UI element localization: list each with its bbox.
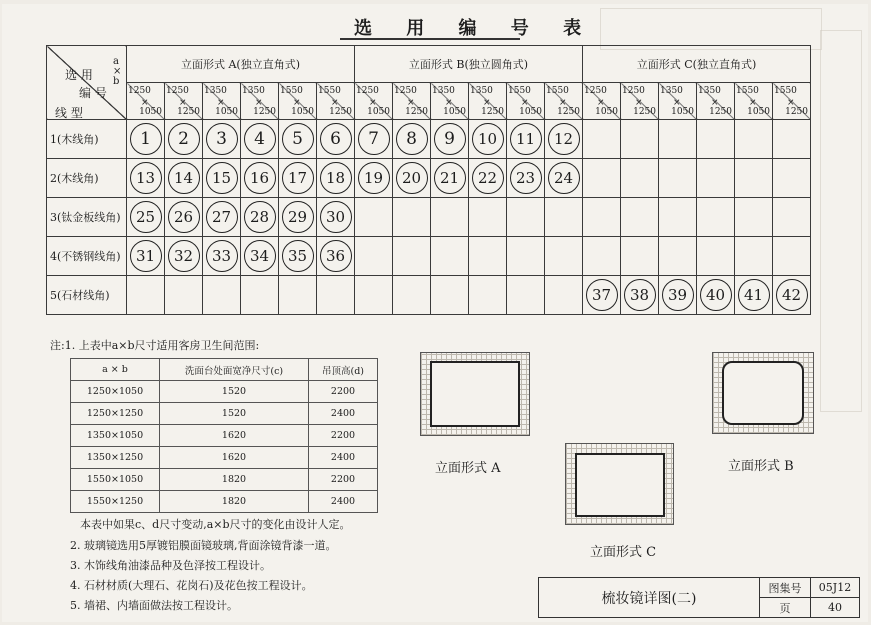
circled-number: 4: [244, 123, 276, 155]
circled-number: 20: [396, 162, 428, 194]
dimension-header: 1550 × 1050: [279, 83, 317, 120]
selection-cell: [621, 159, 659, 198]
selection-cell: [621, 198, 659, 237]
dimension-header: 1250 × 1050: [355, 83, 393, 120]
dimension-header: 1350 × 1250: [469, 83, 507, 120]
selection-cell: [583, 198, 621, 237]
corner-label: 选 用: [65, 68, 93, 82]
circled-number: 38: [624, 279, 656, 311]
dimension-header: 1250 × 1050: [127, 83, 165, 120]
circled-number: 36: [320, 240, 352, 272]
circled-number: 42: [776, 279, 808, 311]
circled-number: 9: [434, 123, 466, 155]
selection-cell: [393, 237, 431, 276]
circled-number: 7: [358, 123, 390, 155]
note-3: 3. 木饰线角油漆品种及色泽按工程设计。: [70, 559, 271, 572]
circled-number: 23: [510, 162, 542, 194]
elevation-b-caption: 立面形式 B: [728, 459, 794, 474]
page-label: 页: [760, 598, 811, 618]
circled-number: 30: [320, 201, 352, 233]
circled-number: 33: [206, 240, 238, 272]
selection-cell: [697, 120, 735, 159]
selection-cell: [545, 237, 583, 276]
bleed-through-column: [820, 30, 862, 412]
note-2: 2. 玻璃镜选用5厚镀铝膜面镜玻璃,背面涂镜背漆一道。: [70, 539, 337, 552]
selection-cell: [203, 276, 241, 315]
circled-number: 29: [282, 201, 314, 233]
selection-cell: [165, 159, 203, 198]
selection-cell: [279, 198, 317, 237]
selection-cell: [279, 159, 317, 198]
dimension-header: 1250 × 1250: [165, 83, 203, 120]
selection-cell: [355, 198, 393, 237]
selection-cell: [773, 198, 811, 237]
selection-cell: [279, 276, 317, 315]
circled-number: 28: [244, 201, 276, 233]
selection-cell: [507, 198, 545, 237]
circled-number: 22: [472, 162, 504, 194]
selection-cell: [659, 237, 697, 276]
circled-number: 10: [472, 123, 504, 155]
selection-cell: [735, 159, 773, 198]
circled-number: 13: [130, 162, 162, 194]
selection-cell: [583, 276, 621, 315]
size-table-cell: 1550×1250: [71, 491, 160, 513]
selection-cell: [507, 159, 545, 198]
selection-cell: [165, 198, 203, 237]
selection-cell: [127, 120, 165, 159]
size-table-header: a × b: [71, 359, 160, 381]
dimension-header: 1550 × 1250: [545, 83, 583, 120]
size-table-cell: 1250×1250: [71, 403, 160, 425]
dimension-header: 1350 × 1050: [659, 83, 697, 120]
corner-label: b: [113, 76, 120, 87]
selection-cell: [507, 276, 545, 315]
selection-cell: [735, 198, 773, 237]
selection-cell: [241, 198, 279, 237]
corner-label: a: [113, 56, 119, 67]
size-table-cell: 1350×1250: [71, 447, 160, 469]
atlas-number: 05J12: [811, 578, 860, 598]
drawing-name: 梳妆镜详图(二): [539, 578, 760, 618]
circled-number: 5: [282, 123, 314, 155]
selection-cell: [431, 237, 469, 276]
dimension-header: 1550 × 1250: [773, 83, 811, 120]
circled-number: 1: [130, 123, 162, 155]
dimension-header: 1550 × 1050: [735, 83, 773, 120]
selection-cell: [773, 120, 811, 159]
selection-cell: [431, 120, 469, 159]
selection-cell: [241, 159, 279, 198]
note-4: 4. 石材材质(大理石、花岗石)及花色按工程设计。: [70, 579, 313, 592]
bleed-through-marks: [600, 8, 822, 50]
corner-label: 线 型: [55, 106, 83, 120]
selection-cell: [697, 159, 735, 198]
selection-cell: [469, 198, 507, 237]
circled-number: 26: [168, 201, 200, 233]
size-table: [70, 358, 378, 513]
row-label: 3(钛金板线角): [47, 198, 127, 237]
title-block: [538, 577, 860, 618]
selection-cell: [127, 198, 165, 237]
circled-number: 18: [320, 162, 352, 194]
selection-cell: [545, 276, 583, 315]
row-label: 2(木线角): [47, 159, 127, 198]
selection-cell: [279, 237, 317, 276]
selection-cell: [735, 237, 773, 276]
size-table-cell: 1520: [160, 403, 309, 425]
selection-cell: [317, 120, 355, 159]
size-table-header: 吊顶高(d): [309, 359, 378, 381]
size-table-cell: 1820: [160, 469, 309, 491]
circled-number: 15: [206, 162, 238, 194]
selection-cell: [393, 120, 431, 159]
selection-cell: [507, 237, 545, 276]
selection-cell: [583, 237, 621, 276]
circled-number: 37: [586, 279, 618, 311]
note-1: 注:1. 上表中a×b尺寸适用客房卫生间范围:: [50, 339, 260, 352]
selection-cell: [203, 198, 241, 237]
page-number: 40: [811, 598, 860, 618]
selection-cell: [393, 276, 431, 315]
row-label: 5(石材线角): [47, 276, 127, 315]
selection-cell: [317, 237, 355, 276]
circled-number: 41: [738, 279, 770, 311]
circled-number: 16: [244, 162, 276, 194]
selection-cell: [203, 159, 241, 198]
elevation-c-drawing: [565, 443, 674, 525]
circled-number: 3: [206, 123, 238, 155]
dimension-header: 1350 × 1050: [203, 83, 241, 120]
circled-number: 11: [510, 123, 542, 155]
selection-cell: [241, 237, 279, 276]
size-table-cell: 1550×1050: [71, 469, 160, 491]
note-1-extra: 本表中如果c、d尺寸变动,a×b尺寸的变化由设计人定。: [80, 518, 351, 531]
dimension-header: 1250 × 1250: [393, 83, 431, 120]
corner-label: 编 号: [79, 86, 107, 100]
elevation-a-drawing: [420, 352, 530, 436]
circled-number: 39: [662, 279, 694, 311]
selection-cell: [431, 159, 469, 198]
size-table-cell: 2200: [309, 381, 378, 403]
dimension-header: 1350 × 1250: [697, 83, 735, 120]
selection-cell: [773, 159, 811, 198]
selection-cell: [279, 120, 317, 159]
selection-cell: [165, 276, 203, 315]
circled-number: 40: [700, 279, 732, 311]
selection-cell: [773, 276, 811, 315]
size-table-cell: 2200: [309, 469, 378, 491]
page-title: 选 用 编 号 表: [354, 18, 596, 39]
row-label: 4(不锈钢线角): [47, 237, 127, 276]
selection-cell: [621, 237, 659, 276]
size-table-cell: 1350×1050: [71, 425, 160, 447]
circled-number: 35: [282, 240, 314, 272]
circled-number: 2: [168, 123, 200, 155]
selection-cell: [165, 237, 203, 276]
circled-number: 27: [206, 201, 238, 233]
corner-label: ×: [113, 66, 122, 77]
selection-cell: [127, 159, 165, 198]
circled-number: 32: [168, 240, 200, 272]
size-table-header: 洗面台处面宽净尺寸(c): [160, 359, 309, 381]
selection-cell: [127, 276, 165, 315]
note-5: 5. 墙裙、内墙面做法按工程设计。: [70, 599, 238, 612]
selection-cell: [469, 120, 507, 159]
selection-cell: [317, 276, 355, 315]
circled-number: 12: [548, 123, 580, 155]
dimension-header: 1350 × 1050: [431, 83, 469, 120]
selection-cell: [355, 276, 393, 315]
selection-cell: [469, 237, 507, 276]
group-header-0: 立面形式 A(独立直角式): [127, 46, 355, 83]
selection-cell: [773, 237, 811, 276]
dimension-header: 1550 × 1250: [317, 83, 355, 120]
size-table-cell: 1820: [160, 491, 309, 513]
selection-cell: [127, 237, 165, 276]
selection-cell: [583, 120, 621, 159]
selection-cell: [545, 198, 583, 237]
dimension-header: 1350 × 1250: [241, 83, 279, 120]
circled-number: 6: [320, 123, 352, 155]
selection-cell: [659, 198, 697, 237]
selection-cell: [203, 120, 241, 159]
selection-cell: [735, 120, 773, 159]
selection-cell: [317, 159, 355, 198]
selection-cell: [659, 276, 697, 315]
selection-cell: [355, 237, 393, 276]
elevation-a-caption: 立面形式 A: [435, 461, 501, 476]
selection-table: [46, 45, 811, 315]
atlas-label: 图集号: [760, 578, 811, 598]
selection-cell: [697, 198, 735, 237]
size-table-cell: 1520: [160, 381, 309, 403]
selection-cell: [393, 159, 431, 198]
dimension-header: 1250 × 1050: [583, 83, 621, 120]
size-table-cell: 1620: [160, 447, 309, 469]
size-table-cell: 1250×1050: [71, 381, 160, 403]
selection-cell: [241, 276, 279, 315]
size-table-cell: 1620: [160, 425, 309, 447]
selection-cell: [507, 120, 545, 159]
selection-cell: [659, 159, 697, 198]
selection-cell: [165, 120, 203, 159]
size-table-cell: 2400: [309, 447, 378, 469]
circled-number: 34: [244, 240, 276, 272]
row-label: 1(木线角): [47, 120, 127, 159]
selection-cell: [545, 159, 583, 198]
dimension-header: 1250 × 1250: [621, 83, 659, 120]
dimension-header: 1550 × 1050: [507, 83, 545, 120]
selection-cell: [735, 276, 773, 315]
selection-cell: [545, 120, 583, 159]
selection-cell: [697, 276, 735, 315]
group-header-1: 立面形式 B(独立圆角式): [355, 46, 583, 83]
selection-cell: [393, 198, 431, 237]
size-table-cell: 2200: [309, 425, 378, 447]
title-underline: [340, 38, 520, 40]
group-header-2: 立面形式 C(独立直角式): [583, 46, 811, 83]
selection-cell: [583, 159, 621, 198]
circled-number: 17: [282, 162, 314, 194]
selection-cell: [241, 120, 279, 159]
selection-cell: [317, 198, 355, 237]
selection-cell: [659, 120, 697, 159]
circled-number: 21: [434, 162, 466, 194]
selection-cell: [621, 276, 659, 315]
circled-number: 19: [358, 162, 390, 194]
selection-cell: [431, 198, 469, 237]
selection-cell: [431, 276, 469, 315]
selection-cell: [469, 276, 507, 315]
selection-cell: [355, 159, 393, 198]
selection-cell: [355, 120, 393, 159]
circled-number: 8: [396, 123, 428, 155]
size-table-cell: 2400: [309, 491, 378, 513]
size-table-cell: 2400: [309, 403, 378, 425]
selection-cell: [621, 120, 659, 159]
circled-number: 14: [168, 162, 200, 194]
elevation-b-drawing: [712, 352, 814, 434]
selection-cell: [697, 237, 735, 276]
selection-cell: [469, 159, 507, 198]
elevation-c-caption: 立面形式 C: [590, 545, 657, 560]
corner-header: [47, 46, 127, 120]
selection-cell: [203, 237, 241, 276]
circled-number: 25: [130, 201, 162, 233]
circled-number: 24: [548, 162, 580, 194]
circled-number: 31: [130, 240, 162, 272]
